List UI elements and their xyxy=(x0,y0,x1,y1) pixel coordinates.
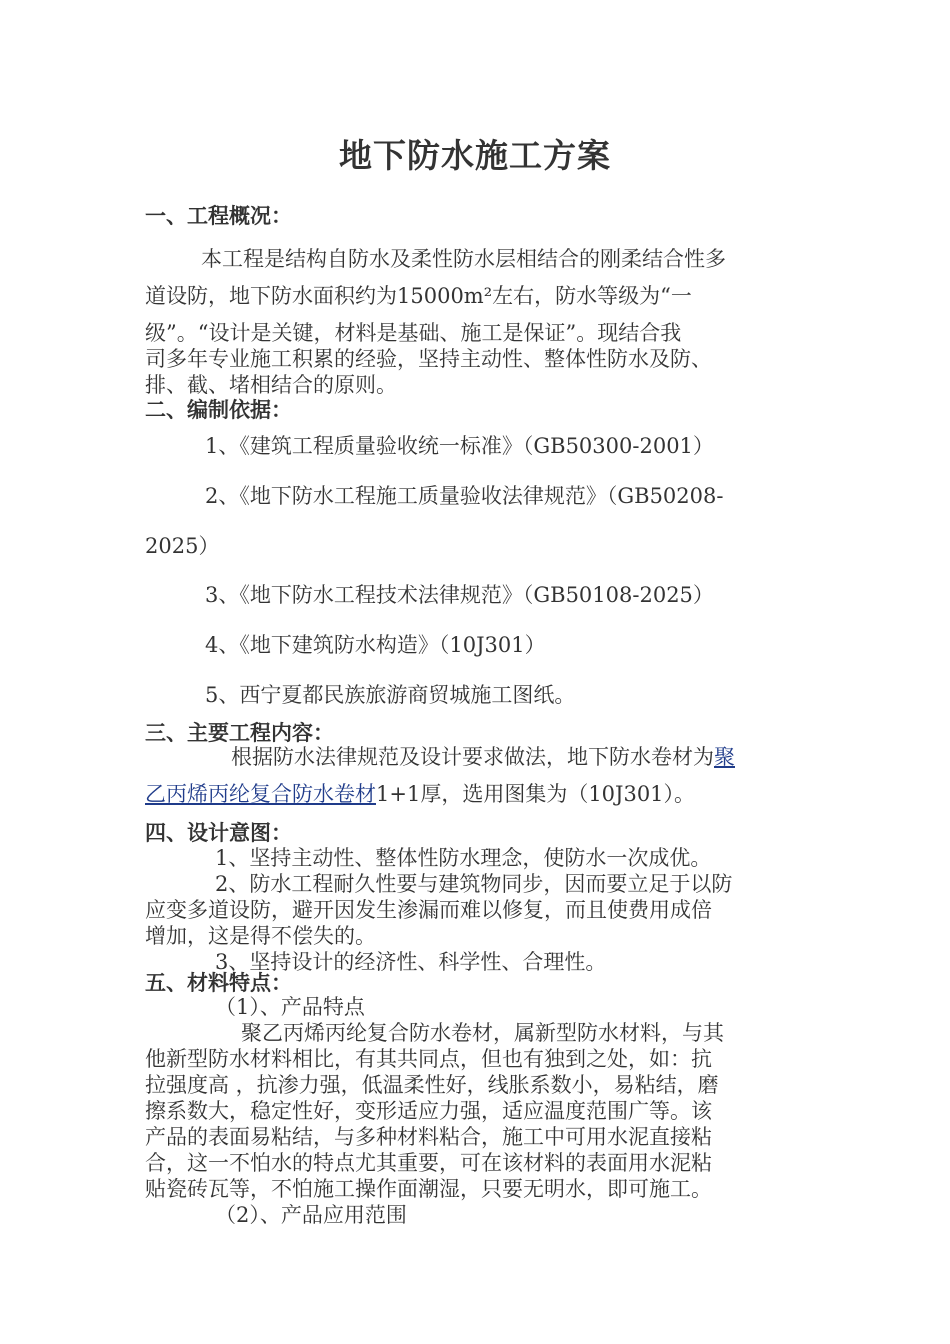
reference-item-continued xyxy=(145,533,810,559)
reference-text: 5、西宁夏都民族旅游商贸城施工图纸。 xyxy=(205,683,576,707)
section-basis xyxy=(145,397,810,423)
reference-text: 4、《地下建筑防水构造》（10J301） xyxy=(205,633,546,657)
reference-text: 2、《地下防水工程施工质量验收法律规范》（GB50208- xyxy=(205,484,724,508)
section-heading: 一、工程概况： xyxy=(145,203,292,228)
section-heading: 三、主要工程内容： xyxy=(145,720,334,745)
paragraph-line: 他新型防水材料相比，有其共同点，但也有独到之处，如：抗 xyxy=(145,1047,712,1071)
subheading: （2）、产品应用范围 xyxy=(215,1203,407,1227)
paragraph-line: 司多年专业施工积累的经验，坚持主动性、整体性防水及防、 xyxy=(145,347,712,371)
section-heading: 四、设计意图： xyxy=(145,820,292,845)
paragraph-line: 本工程是结构自防水及柔性防水层相结合的刚柔结合性多 xyxy=(201,247,726,271)
overview-paragraph xyxy=(145,246,810,398)
reference-text: 2025） xyxy=(145,534,220,558)
paragraph-line: 排、截、堵相结合的原则。 xyxy=(145,373,397,397)
list-item-continued: 增加，这是得不偿失的。 xyxy=(145,924,376,948)
section-heading: 二、编制依据： xyxy=(145,397,292,422)
paragraph-line: 拉强度高 ，抗渗力强，低温柔性好，线胀系数小，易粘结，磨 xyxy=(145,1073,719,1097)
paragraph-text: 1+1厚，选用图集为（10J301）。 xyxy=(376,782,696,806)
reference-text: 1、《建筑工程质量验收统一标准》（GB50300-2001） xyxy=(205,434,714,458)
section-heading: 五、材料特点： xyxy=(145,970,292,995)
section-overview xyxy=(145,203,810,229)
page-title: 地下防水施工方案 xyxy=(339,136,611,175)
reference-item xyxy=(145,632,810,658)
paragraph-line: 级”。“设计是关键，材料是基础、施工是保证”。现结合我 xyxy=(145,321,682,345)
design-intent-list xyxy=(145,845,810,975)
material-link[interactable]: 乙丙烯丙纶复合防水卷材 xyxy=(145,782,376,806)
main-content-paragraph xyxy=(145,744,810,807)
paragraph-line: 聚乙丙烯丙纶复合防水卷材，属新型防水材料，与其 xyxy=(241,1021,724,1045)
paragraph-text: 根据防水法律规范及设计要求做法，地下防水卷材为 xyxy=(231,745,714,769)
reference-item xyxy=(145,433,810,459)
paragraph-line: 擦系数大，稳定性好，变形适应力强，适应温度范围广等。该 xyxy=(145,1099,712,1123)
section-design-intent xyxy=(145,820,810,846)
material-link[interactable]: 聚 xyxy=(714,745,735,769)
paragraph-line: 道设防，地下防水面积约为15000m²左右，防水等级为“一 xyxy=(145,284,692,308)
paragraph-line: 产品的表面易粘结，与多种材料粘合，施工中可用水泥直接粘 xyxy=(145,1125,712,1149)
reference-item xyxy=(145,582,810,608)
reference-item xyxy=(145,682,810,708)
material-features-body xyxy=(145,994,810,1228)
reference-text: 3、《地下防水工程技术法律规范》（GB50108-2025） xyxy=(205,583,714,607)
list-item-continued: 应变多道设防，避开因发生渗漏而难以修复，而且使费用成倍 xyxy=(145,898,712,922)
list-item: 2、防水工程耐久性要与建筑物同步，因而要立足于以防 xyxy=(215,872,733,896)
section-material-features xyxy=(145,970,810,996)
section-main-content xyxy=(145,720,810,746)
paragraph-line: 合，这一不怕水的特点尤其重要，可在该材料的表面用水泥粘 xyxy=(145,1151,712,1175)
paragraph-line: 贴瓷砖瓦等，不怕施工操作面潮湿，只要无明水，即可施工。 xyxy=(145,1177,712,1201)
subheading: （1）、产品特点 xyxy=(215,995,365,1019)
list-item: 1、坚持主动性、整体性防水理念，使防水一次成优。 xyxy=(215,846,712,870)
list-item: 3、坚持设计的经济性、科学性、合理性。 xyxy=(215,950,607,974)
reference-item xyxy=(145,483,810,509)
